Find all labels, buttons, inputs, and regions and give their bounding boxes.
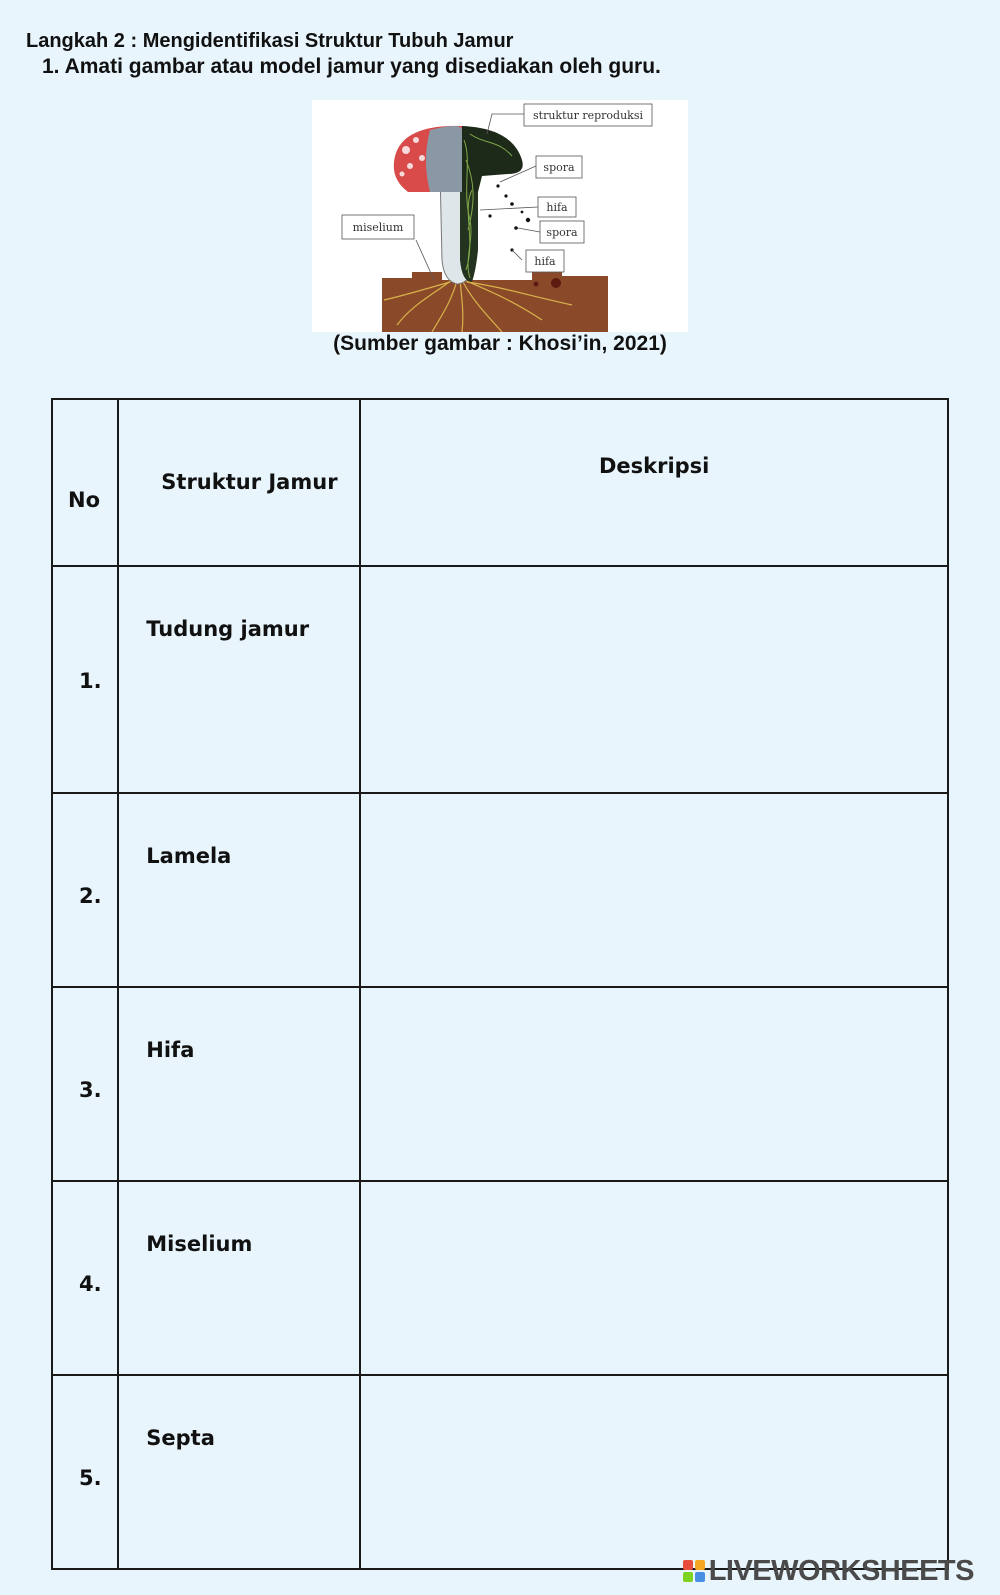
label-spore-2: spora bbox=[546, 226, 578, 239]
logo-text: LIVEWORKSHEETS bbox=[708, 1554, 974, 1587]
description-input[interactable] bbox=[361, 1182, 947, 1244]
label-hypha-2: hifa bbox=[534, 255, 556, 268]
row-description-cell bbox=[360, 987, 948, 1181]
spore-on-soil bbox=[551, 278, 561, 288]
table-row bbox=[52, 566, 948, 793]
logo-square-3 bbox=[683, 1572, 693, 1582]
row-structure: Hifa bbox=[118, 987, 360, 1181]
row-description-cell bbox=[360, 1375, 948, 1569]
header-no: No bbox=[52, 399, 118, 566]
instruction-text: 1. Amati gambar atau model jamur yang disediakan oleh guru. bbox=[42, 55, 661, 78]
description-input[interactable] bbox=[361, 794, 947, 856]
row-description-cell bbox=[360, 1181, 948, 1375]
row-structure: Septa bbox=[118, 1375, 360, 1569]
row-structure: Miselium bbox=[118, 1181, 360, 1375]
label-reproductive: struktur reproduksi bbox=[533, 109, 643, 122]
row-number: 4. bbox=[52, 1181, 118, 1375]
logo-square-2 bbox=[695, 1560, 705, 1570]
row-number: 3. bbox=[52, 987, 118, 1181]
worksheet-heading bbox=[26, 28, 661, 80]
row-description-cell bbox=[360, 566, 948, 793]
header-description: Deskripsi bbox=[360, 399, 948, 566]
spore-small-on-soil bbox=[534, 282, 539, 287]
step-title: Langkah 2 : Mengidentifikasi Struktur Tubuh Jamur bbox=[26, 30, 514, 52]
cap-gills bbox=[426, 126, 462, 192]
mushroom-diagram bbox=[312, 100, 688, 332]
row-structure: Tudung jamur bbox=[118, 566, 360, 793]
table-row bbox=[52, 987, 948, 1181]
row-structure: Lamela bbox=[118, 793, 360, 987]
header-structure: Struktur Jamur bbox=[118, 399, 360, 566]
table-header-row bbox=[52, 399, 948, 566]
mushroom-diagram-svg bbox=[312, 100, 688, 332]
description-input[interactable] bbox=[361, 1376, 947, 1438]
label-hypha-1: hifa bbox=[546, 201, 568, 214]
spore-dots bbox=[488, 184, 530, 251]
row-number: 5. bbox=[52, 1375, 118, 1569]
liveworksheets-logo-icon bbox=[683, 1560, 705, 1582]
row-description-cell bbox=[360, 793, 948, 987]
cap-right-half bbox=[462, 126, 523, 192]
liveworksheets-logo[interactable] bbox=[683, 1554, 974, 1588]
row-number: 2. bbox=[52, 793, 118, 987]
image-source-caption: (Sumber gambar : Khosi’in, 2021) bbox=[333, 332, 667, 355]
soil-shape bbox=[382, 268, 608, 332]
table-row bbox=[52, 1375, 948, 1569]
logo-square-1 bbox=[683, 1560, 693, 1570]
logo-square-4 bbox=[695, 1572, 705, 1582]
structure-table bbox=[51, 398, 949, 1570]
row-number: 1. bbox=[52, 566, 118, 793]
table-row bbox=[52, 793, 948, 987]
label-mycelium: miselium bbox=[352, 221, 404, 234]
description-input[interactable] bbox=[361, 988, 947, 1050]
description-input[interactable] bbox=[361, 567, 947, 629]
label-spore-1: spora bbox=[543, 161, 575, 174]
table-row bbox=[52, 1181, 948, 1375]
